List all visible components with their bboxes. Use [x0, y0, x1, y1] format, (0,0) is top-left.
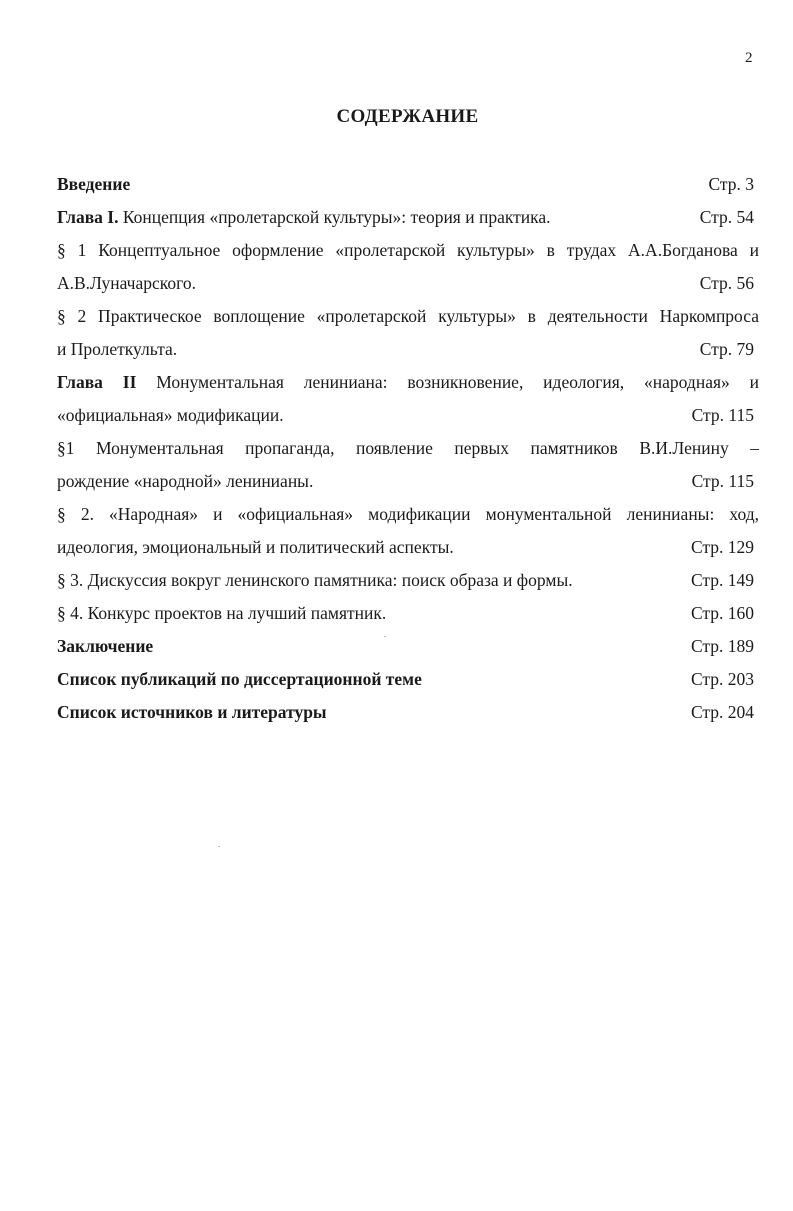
toc-page-ref: Стр. 149 — [690, 570, 754, 590]
toc-entry-chapter-1 — [57, 201, 759, 234]
toc-page-ref: Стр. 204 — [690, 702, 754, 722]
toc-entry-section-1-1-line2 — [57, 267, 759, 300]
toc-entry-section-2-4 — [57, 597, 759, 630]
chapter-title-continued: «официальная» модификации. — [57, 405, 284, 425]
toc-entry-chapter-2-line1 — [57, 366, 759, 399]
toc-entry-section-2-1-line1 — [57, 432, 759, 465]
section-title: § 2. «Народная» и «официальная» модификации монументальной ленинианы: ход, — [57, 504, 759, 524]
toc-entry-section-2-2-line2 — [57, 531, 759, 564]
toc-entry-label: Список публикаций по диссертационной теме — [57, 669, 422, 689]
toc-entry-label: Введение — [57, 174, 131, 194]
toc-entry-sources — [57, 696, 759, 729]
toc-entry-section-1-2-line2 — [57, 333, 759, 366]
section-title: §1 Монументальная пропаганда, появление первых памятников В.И.Ленину – — [57, 438, 759, 458]
chapter-label: Глава II — [57, 372, 137, 392]
toc-entry-label: Заключение — [57, 636, 154, 656]
toc-entry-section-1-2-line1 — [57, 300, 759, 333]
toc-page-ref: Стр. 56 — [699, 273, 754, 293]
section-title-continued: и Пролеткульта. — [57, 339, 178, 359]
toc-entry-section-2-3 — [57, 564, 759, 597]
toc-page-ref: Стр. 189 — [690, 636, 754, 656]
section-title-continued: идеология, эмоциональный и политический аспекты. — [57, 537, 454, 557]
chapter-title: Концепция «пролетарской культуры»: теория и практика. — [118, 207, 551, 227]
toc-entry-section-2-2-line1 — [57, 498, 759, 531]
section-title-continued: А.В.Луначарского. — [57, 273, 196, 293]
toc-entry-label: Список источников и литературы — [57, 702, 327, 722]
scan-speck — [384, 636, 386, 637]
section-title-continued: рождение «народной» ленинианы. — [57, 471, 314, 491]
chapter-label: Глава I. — [57, 207, 119, 227]
scan-speck — [218, 846, 220, 847]
toc-page-ref: Стр. 115 — [691, 471, 754, 491]
toc-page-ref: Стр. 160 — [690, 603, 754, 623]
section-title: § 3. Дискуссия вокруг ленинского памятника: поиск образа и формы. — [57, 570, 573, 590]
toc-page-ref: Стр. 54 — [699, 207, 754, 227]
toc-page-ref: Стр. 3 — [708, 174, 754, 194]
toc-entry-conclusion — [57, 630, 759, 663]
toc-entry-section-2-1-line2 — [57, 465, 759, 498]
toc-page-ref: Стр. 129 — [690, 537, 754, 557]
page-number: 2 — [745, 50, 753, 66]
toc-entry-chapter-2-line2 — [57, 399, 759, 432]
page-title: СОДЕРЖАНИЕ — [336, 106, 479, 127]
toc-entry-publications — [57, 663, 759, 696]
toc-entry-introduction — [57, 168, 759, 201]
toc-page-ref: Стр. 203 — [690, 669, 754, 689]
section-title: § 4. Конкурс проектов на лучший памятник. — [57, 603, 387, 623]
toc-page-ref: Стр. 115 — [691, 405, 754, 425]
section-title: § 1 Концептуальное оформление «пролетарской культуры» в трудах А.А.Богданова и — [57, 240, 759, 260]
chapter-title: Монументальная лениниана: возникновение, идеология, «народная» и — [136, 372, 759, 392]
toc-entry-section-1-1-line1 — [57, 234, 759, 267]
section-title: § 2 Практическое воплощение «пролетарской культуры» в деятельности Наркомпроса — [57, 306, 759, 326]
toc-page-ref: Стр. 79 — [699, 339, 754, 359]
